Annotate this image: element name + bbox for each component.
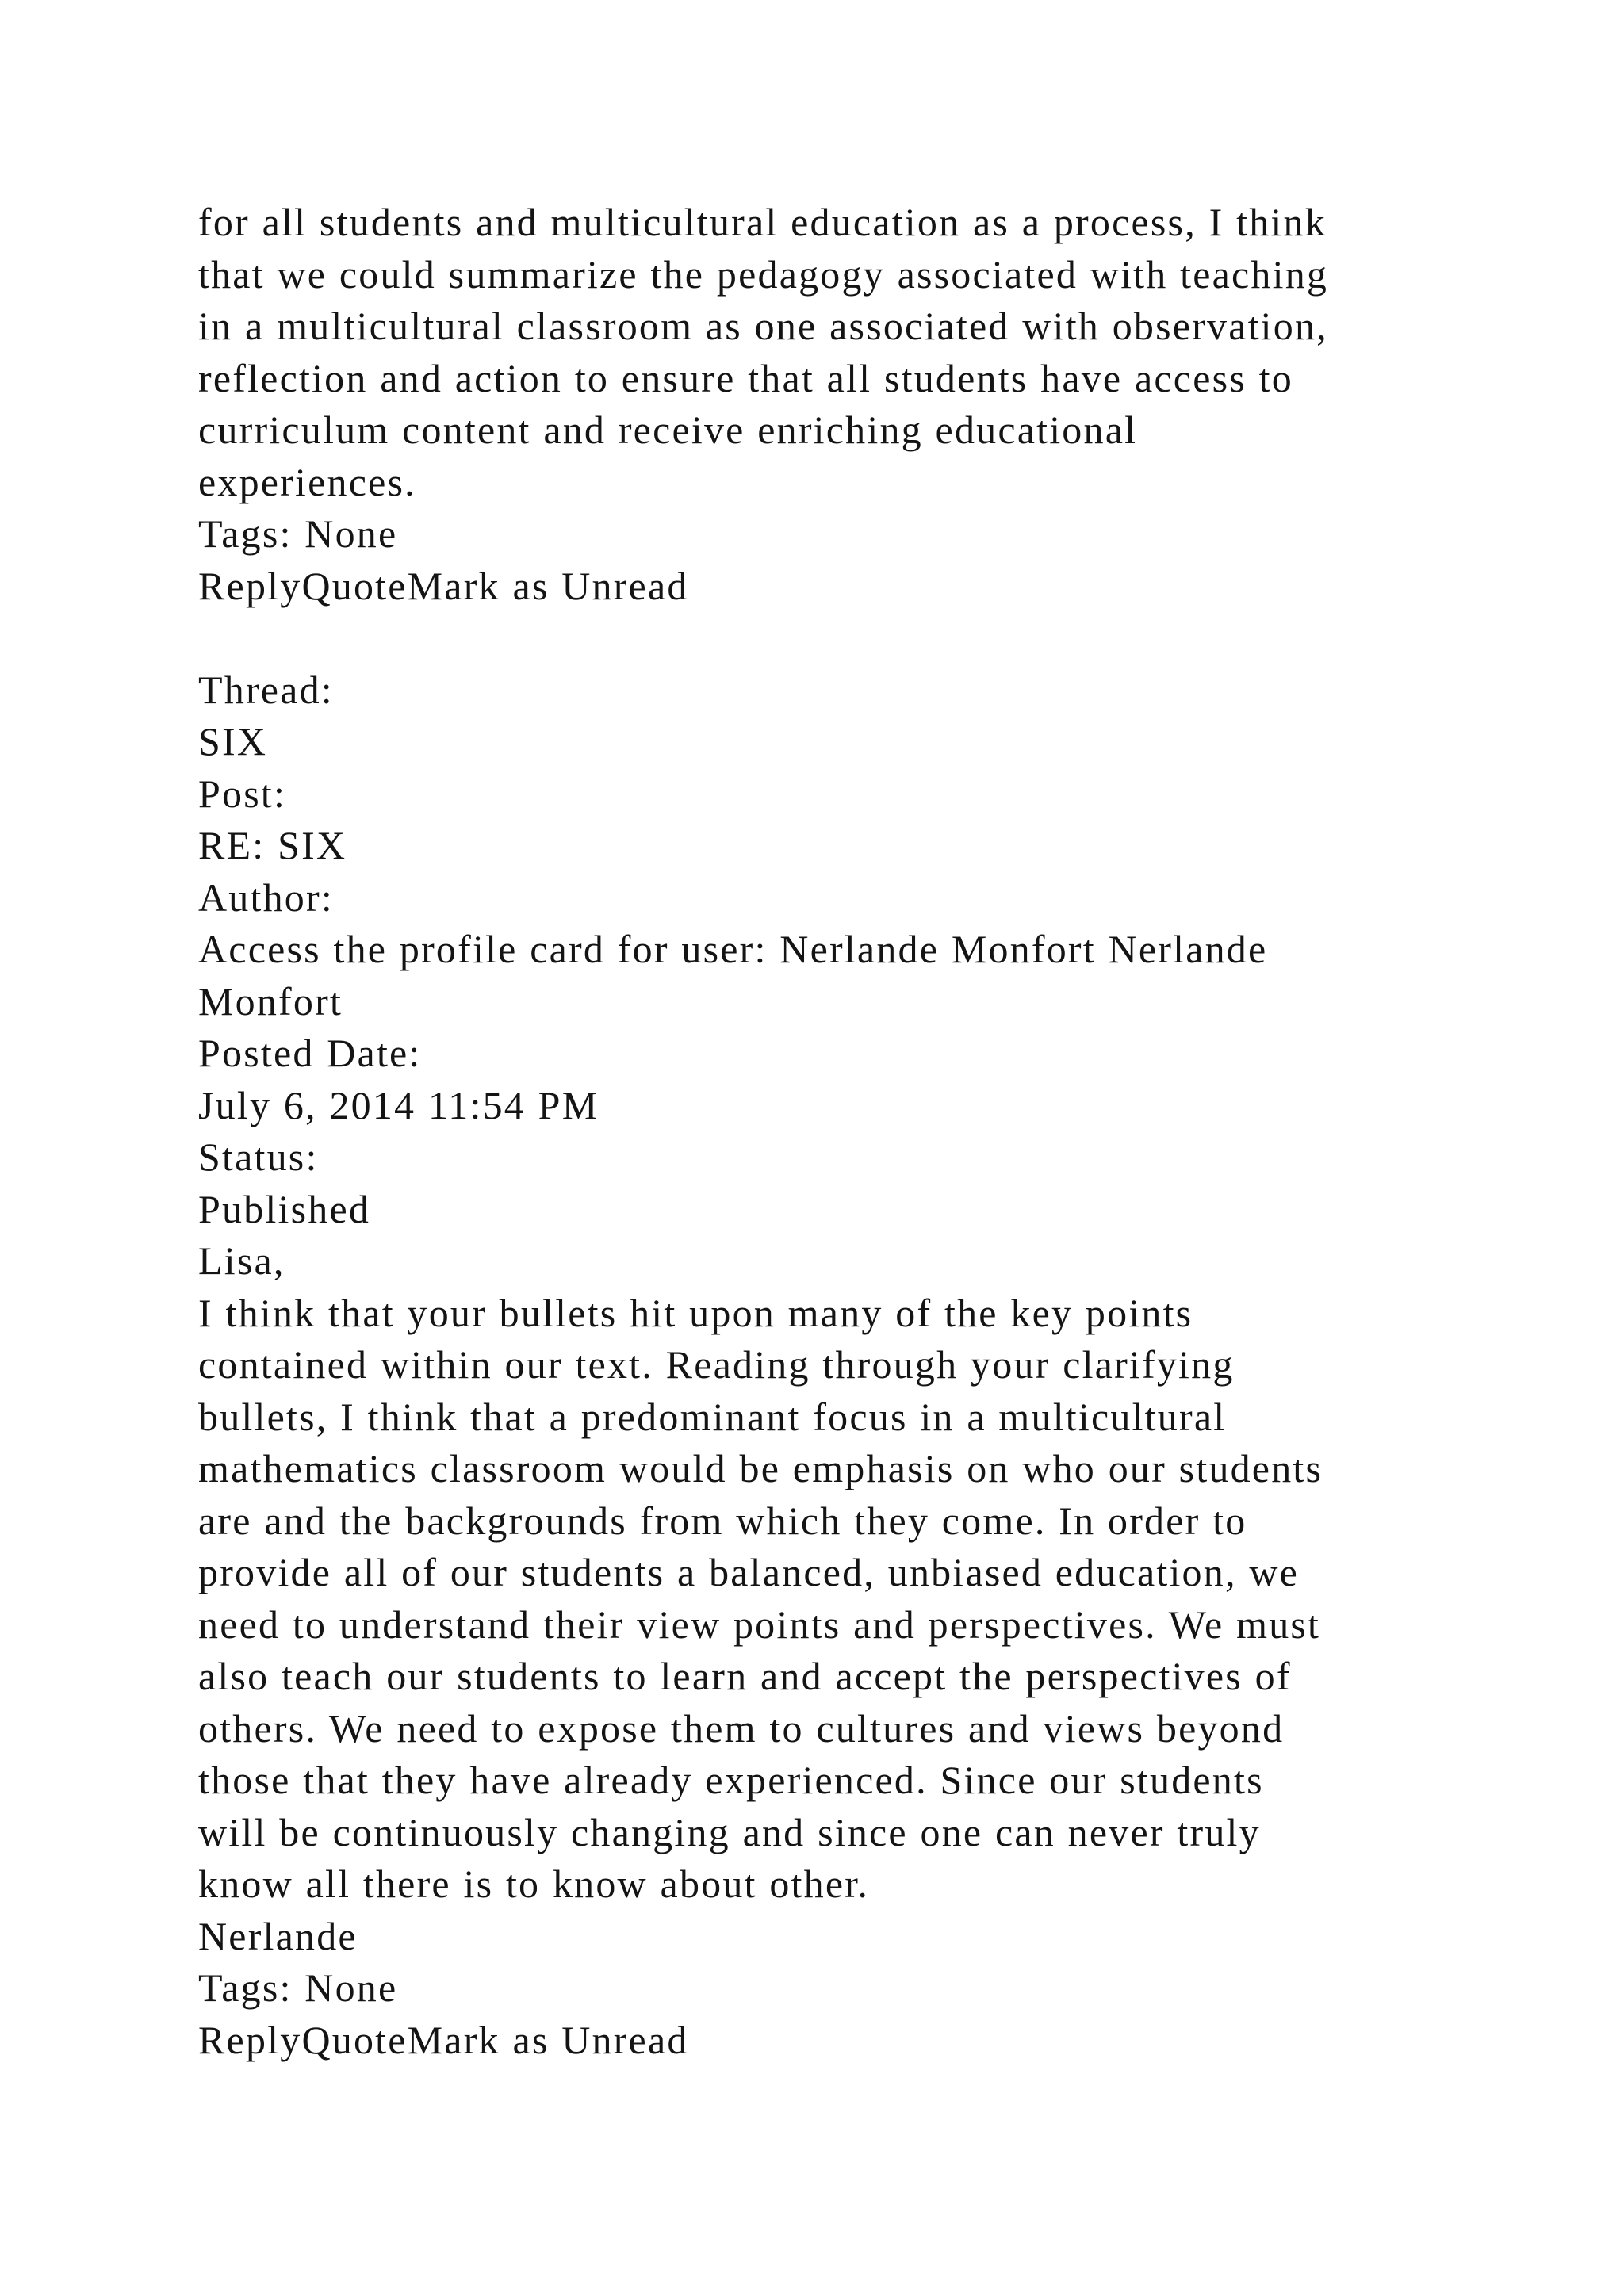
thread-label: Thread: [198, 667, 334, 712]
reply-link[interactable]: Reply [198, 563, 302, 608]
author-label: Author: [198, 874, 334, 920]
body-line: I think that your bullets hit upon many of the key points [198, 1290, 1193, 1335]
post-actions [198, 2015, 1467, 2067]
body-line: also teach our students to learn and accept the perspectives of [198, 1654, 1292, 1698]
status-label: Status: [198, 1135, 319, 1179]
body-line: experiences. [198, 459, 416, 504]
body-line: need to understand their view points and perspectives. We must [198, 1601, 1321, 1647]
body-line: reflection and action to ensure that all students have access to [198, 355, 1293, 400]
tags-label: Tags: None [198, 511, 398, 556]
body-line: mathematics classroom would be emphasis on who our students [198, 1446, 1323, 1490]
mark-unread-link[interactable]: Mark as Unread [407, 2017, 689, 2062]
post-signature: Nerlande [198, 1913, 358, 1958]
reply-link[interactable]: Reply [198, 2017, 302, 2062]
body-line: those that they have already experienced. Since our students [198, 1758, 1264, 1802]
posted-date-label: Posted Date: [198, 1031, 422, 1075]
post-actions [198, 561, 1467, 613]
body-line: in a multicultural classroom as one associated with observation, [198, 304, 1328, 348]
body-line: provide all of our students a balanced, unbiased education, we [198, 1550, 1300, 1594]
body-line: for all students and multicultural education as a process, I think [198, 200, 1327, 244]
post-body-previous [198, 197, 1467, 508]
body-line: bullets, I think that a predominant focus in a multicultural [198, 1394, 1227, 1439]
post-value: RE: SIX [198, 823, 347, 867]
body-line: others. We need to expose them to cultures and views beyond [198, 1705, 1285, 1751]
status-value: Published [198, 1186, 371, 1231]
body-line: curriculum content and receive enriching educational [198, 408, 1138, 452]
post-body [198, 1288, 1467, 1911]
author-name: Monfort [198, 978, 343, 1024]
thread-value: SIX [198, 719, 268, 763]
body-line: that we could summarize the pedagogy associated with teaching [198, 251, 1329, 297]
body-line: are and the backgrounds from which they come. In order to [198, 1498, 1247, 1543]
quote-link[interactable]: Quote [301, 563, 408, 608]
body-line: know all there is to know about other. [198, 1862, 870, 1906]
post-label: Post: [198, 771, 287, 816]
posted-date-value: July 6, 2014 11:54 PM [198, 1082, 599, 1127]
spacer [198, 612, 1467, 664]
post-greeting: Lisa, [198, 1238, 285, 1283]
body-line: will be continuously changing and since one can never truly [198, 1809, 1261, 1854]
tags-label: Tags: None [198, 1965, 398, 2010]
mark-unread-link[interactable]: Mark as Unread [407, 563, 689, 608]
document-page [198, 197, 1467, 2066]
quote-link[interactable]: Quote [301, 2017, 408, 2062]
body-line: contained within our text. Reading through your clarifying [198, 1342, 1235, 1387]
author-profile-link[interactable]: Access the profile card for user: Nerlande Monfort Nerlande [198, 927, 1268, 971]
